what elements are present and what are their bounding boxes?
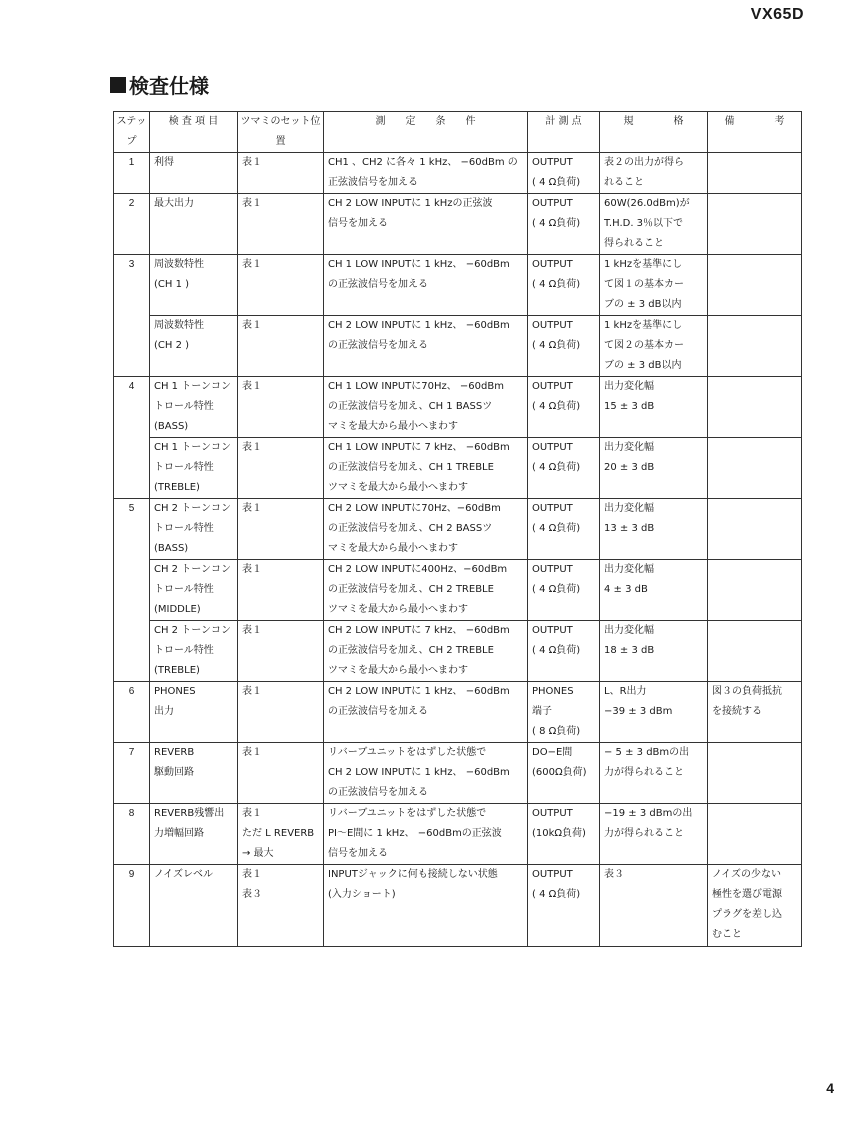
table-row	[114, 255, 802, 316]
spec-cell: L、R出力 −39 ± 3 dBm	[600, 682, 708, 743]
item-cell: CH 2 トーンコン トロール特性 (MIDDLE)	[150, 560, 238, 621]
condition-cell: CH 1 LOW INPUTに 7 kHz、 −60dBm の正弦波信号を加え、CH 1 TREBLE ツマミを最大から最小へまわす	[324, 438, 528, 499]
note-cell	[708, 316, 802, 377]
item-cell: 周波数特性 (CH 1 )	[150, 255, 238, 316]
table-row	[114, 153, 802, 194]
header-spec: 規 格	[600, 112, 708, 153]
spec-cell: 出力変化幅 4 ± 3 dB	[600, 560, 708, 621]
point-cell: OUTPUT ( 4 Ω負荷)	[528, 438, 600, 499]
step-cell: 7	[114, 743, 150, 804]
note-cell	[708, 743, 802, 804]
spec-cell: 60W(26.0dBm)が T.H.D. 3％以下で 得られること	[600, 194, 708, 255]
table-row	[114, 194, 802, 255]
spec-cell: 表３	[600, 865, 708, 947]
item-cell: PHONES 出力	[150, 682, 238, 743]
page-number: 4	[826, 1080, 834, 1096]
knob-cell: 表１ ただ L REVERB → 最大	[238, 804, 324, 865]
spec-cell: 出力変化幅 13 ± 3 dB	[600, 499, 708, 560]
knob-cell: 表１ 表３	[238, 865, 324, 947]
knob-cell: 表１	[238, 438, 324, 499]
table-row	[114, 377, 802, 438]
spec-cell: 出力変化幅 15 ± 3 dB	[600, 377, 708, 438]
item-cell: ノイズレベル	[150, 865, 238, 947]
knob-cell: 表１	[238, 743, 324, 804]
table-row	[114, 743, 802, 804]
table-row	[114, 621, 802, 682]
point-cell: OUTPUT ( 4 Ω負荷)	[528, 316, 600, 377]
condition-cell: CH 2 LOW INPUTに 1 kHzの正弦波 信号を加える	[324, 194, 528, 255]
knob-cell: 表１	[238, 621, 324, 682]
spec-cell: 1 kHzを基準にし て図２の基本カー ブの ± 3 dB以内	[600, 316, 708, 377]
point-cell: OUTPUT (10kΩ負荷)	[528, 804, 600, 865]
point-cell: PHONES 端子 ( 8 Ω負荷)	[528, 682, 600, 743]
item-cell: CH 2 トーンコン トロール特性 (TREBLE)	[150, 621, 238, 682]
knob-cell: 表１	[238, 377, 324, 438]
condition-cell: CH 2 LOW INPUTに70Hz、−60dBm の正弦波信号を加え、CH 2 BASSツ マミを最大から最小へまわす	[324, 499, 528, 560]
condition-cell: INPUTジャックに何も接続しない状態 (入力ショート)	[324, 865, 528, 947]
point-cell: DO−E間 (600Ω負荷)	[528, 743, 600, 804]
point-cell: OUTPUT ( 4 Ω負荷)	[528, 865, 600, 947]
knob-cell: 表１	[238, 255, 324, 316]
condition-cell: CH 2 LOW INPUTに 1 kHz、 −60dBm の正弦波信号を加える	[324, 316, 528, 377]
condition-cell: CH 2 LOW INPUTに400Hz、−60dBm の正弦波信号を加え、CH 2 TREBLE ツマミを最大から最小へまわす	[324, 560, 528, 621]
model-number: VX65D	[750, 6, 804, 23]
table-row	[114, 682, 802, 743]
point-cell: OUTPUT ( 4 Ω負荷)	[528, 153, 600, 194]
table-header-row	[114, 112, 802, 153]
step-cell: 6	[114, 682, 150, 743]
knob-cell: 表１	[238, 499, 324, 560]
item-cell: CH 1 トーンコン トロール特性 (BASS)	[150, 377, 238, 438]
spec-cell: 1 kHzを基準にし て図１の基本カー ブの ± 3 dB以内	[600, 255, 708, 316]
item-cell: CH 1 トーンコン トロール特性 (TREBLE)	[150, 438, 238, 499]
condition-cell: CH 2 LOW INPUTに 7 kHz、 −60dBm の正弦波信号を加え、CH 2 TREBLE ツマミを最大から最小へまわす	[324, 621, 528, 682]
note-cell	[708, 621, 802, 682]
item-cell: REVERB残響出 力増幅回路	[150, 804, 238, 865]
knob-cell: 表１	[238, 194, 324, 255]
condition-cell: CH 1 LOW INPUTに70Hz、 −60dBm の正弦波信号を加え、CH 1 BASSツ マミを最大から最小へまわす	[324, 377, 528, 438]
header-item: 検 査 項 目	[150, 112, 238, 153]
point-cell: OUTPUT ( 4 Ω負荷)	[528, 499, 600, 560]
condition-cell: リバーブユニットをはずした状態で CH 2 LOW INPUTに 1 kHz、 −60dBm の正弦波信号を加える	[324, 743, 528, 804]
inspection-spec-table	[113, 111, 802, 947]
header-knob: ツマミのセット位置	[238, 112, 324, 153]
step-cell: 1	[114, 153, 150, 194]
item-cell: REVERB 駆動回路	[150, 743, 238, 804]
note-cell	[708, 804, 802, 865]
step-cell: 9	[114, 865, 150, 947]
header-step: ステップ	[114, 112, 150, 153]
point-cell: OUTPUT ( 4 Ω負荷)	[528, 377, 600, 438]
note-cell	[708, 438, 802, 499]
note-cell	[708, 560, 802, 621]
black-square-icon	[110, 77, 126, 93]
header-note: 備 考	[708, 112, 802, 153]
note-cell: ノイズの少ない 極性を選び電源 プラグを差し込 むこと	[708, 865, 802, 947]
step-cell: 2	[114, 194, 150, 255]
item-cell: CH 2 トーンコン トロール特性 (BASS)	[150, 499, 238, 560]
item-cell: 周波数特性 (CH 2 )	[150, 316, 238, 377]
knob-cell: 表１	[238, 560, 324, 621]
point-cell: OUTPUT ( 4 Ω負荷)	[528, 621, 600, 682]
table-row	[114, 316, 802, 377]
spec-cell: − 5 ± 3 dBmの出 力が得られること	[600, 743, 708, 804]
knob-cell: 表１	[238, 316, 324, 377]
point-cell: OUTPUT ( 4 Ω負荷)	[528, 255, 600, 316]
section-title-text: 検査仕様	[129, 74, 209, 98]
condition-cell: リバーブユニットをはずした状態で PI〜E間に 1 kHz、 −60dBmの正弦波 信号を加える	[324, 804, 528, 865]
step-cell: 4	[114, 377, 150, 499]
knob-cell: 表１	[238, 682, 324, 743]
note-cell	[708, 499, 802, 560]
condition-cell: CH 1 LOW INPUTに 1 kHz、 −60dBm の正弦波信号を加える	[324, 255, 528, 316]
step-cell: 8	[114, 804, 150, 865]
spec-cell: 出力変化幅 18 ± 3 dB	[600, 621, 708, 682]
table-row	[114, 438, 802, 499]
spec-cell: 表２の出力が得ら れること	[600, 153, 708, 194]
note-cell: 図３の負荷抵抗 を接続する	[708, 682, 802, 743]
table-row	[114, 804, 802, 865]
table-row	[114, 560, 802, 621]
point-cell: OUTPUT ( 4 Ω負荷)	[528, 560, 600, 621]
table-row	[114, 499, 802, 560]
section-title	[110, 70, 209, 99]
spec-cell: −19 ± 3 dBmの出 力が得られること	[600, 804, 708, 865]
point-cell: OUTPUT ( 4 Ω負荷)	[528, 194, 600, 255]
step-cell: 5	[114, 499, 150, 682]
condition-cell: CH1 、CH2 に各々 1 kHz、 −60dBm の 正弦波信号を加える	[324, 153, 528, 194]
step-cell: 3	[114, 255, 150, 377]
header-point: 計 測 点	[528, 112, 600, 153]
knob-cell: 表１	[238, 153, 324, 194]
table-row	[114, 865, 802, 947]
note-cell	[708, 255, 802, 316]
condition-cell: CH 2 LOW INPUTに 1 kHz、 −60dBm の正弦波信号を加える	[324, 682, 528, 743]
item-cell: 利得	[150, 153, 238, 194]
item-cell: 最大出力	[150, 194, 238, 255]
note-cell	[708, 194, 802, 255]
note-cell	[708, 153, 802, 194]
note-cell	[708, 377, 802, 438]
spec-cell: 出力変化幅 20 ± 3 dB	[600, 438, 708, 499]
header-condition: 測 定 条 件	[324, 112, 528, 153]
